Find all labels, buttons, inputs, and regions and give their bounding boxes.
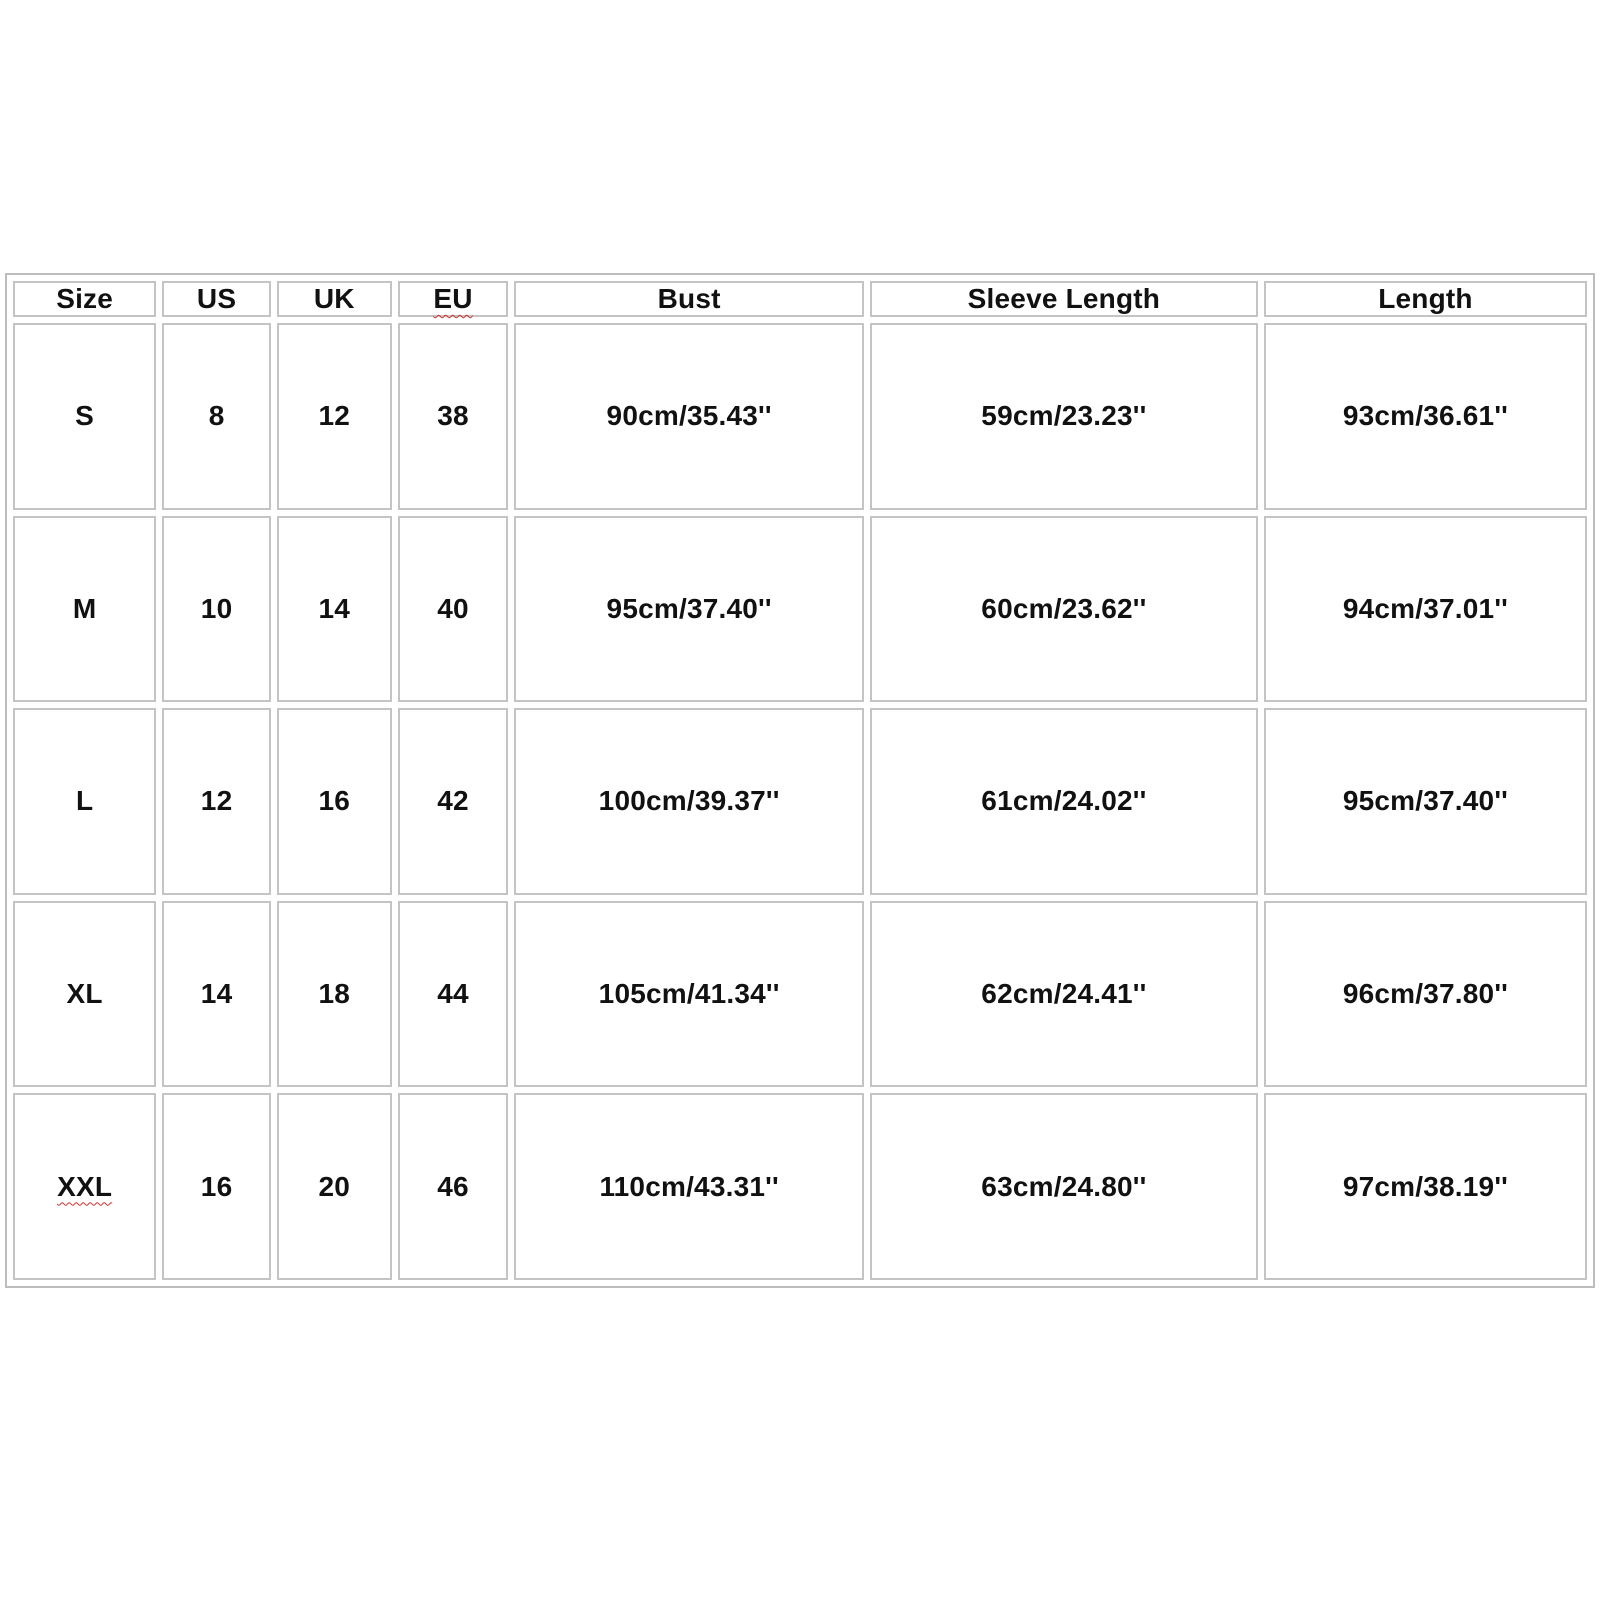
cell-length: 97cm/38.19'' xyxy=(1264,1093,1587,1280)
header-bust: Bust xyxy=(514,281,863,317)
size-chart xyxy=(5,273,1595,1288)
cell-sleeve-length: 62cm/24.41'' xyxy=(870,901,1258,1088)
cell-uk: 14 xyxy=(277,516,392,703)
cell-us: 10 xyxy=(162,516,271,703)
cell-eu: 38 xyxy=(398,323,509,510)
cell-bust: 105cm/41.34'' xyxy=(514,901,863,1088)
cell-uk: 16 xyxy=(277,708,392,895)
cell-uk: 20 xyxy=(277,1093,392,1280)
cell-size: M xyxy=(13,516,156,703)
size-chart-table xyxy=(7,275,1593,1286)
header-us: US xyxy=(162,281,271,317)
table-row xyxy=(13,323,1587,510)
cell-size: XL xyxy=(13,901,156,1088)
header-uk: UK xyxy=(277,281,392,317)
cell-bust: 110cm/43.31'' xyxy=(514,1093,863,1280)
cell-bust: 90cm/35.43'' xyxy=(514,323,863,510)
cell-length: 96cm/37.80'' xyxy=(1264,901,1587,1088)
cell-bust: 100cm/39.37'' xyxy=(514,708,863,895)
cell-us: 12 xyxy=(162,708,271,895)
table-row xyxy=(13,1093,1587,1280)
cell-length: 93cm/36.61'' xyxy=(1264,323,1587,510)
cell-size-label: XXL xyxy=(57,1170,113,1202)
header-row xyxy=(13,281,1587,317)
cell-sleeve-length: 59cm/23.23'' xyxy=(870,323,1258,510)
cell-eu: 42 xyxy=(398,708,509,895)
cell-length: 95cm/37.40'' xyxy=(1264,708,1587,895)
cell-sleeve-length: 61cm/24.02'' xyxy=(870,708,1258,895)
header-length: Length xyxy=(1264,281,1587,317)
cell-eu: 44 xyxy=(398,901,509,1088)
cell-eu: 46 xyxy=(398,1093,509,1280)
cell-size: S xyxy=(13,323,156,510)
table-row xyxy=(13,901,1587,1088)
header-eu-label: EU xyxy=(433,283,473,314)
cell-us: 14 xyxy=(162,901,271,1088)
header-eu xyxy=(398,281,509,317)
cell-sleeve-length: 60cm/23.62'' xyxy=(870,516,1258,703)
table-row xyxy=(13,708,1587,895)
table-row xyxy=(13,516,1587,703)
cell-uk: 18 xyxy=(277,901,392,1088)
cell-eu: 40 xyxy=(398,516,509,703)
header-size: Size xyxy=(13,281,156,317)
cell-us: 16 xyxy=(162,1093,271,1280)
cell-bust: 95cm/37.40'' xyxy=(514,516,863,703)
cell-us: 8 xyxy=(162,323,271,510)
cell-size xyxy=(13,1093,156,1280)
cell-length: 94cm/37.01'' xyxy=(1264,516,1587,703)
cell-size: L xyxy=(13,708,156,895)
header-sleeve-length: Sleeve Length xyxy=(870,281,1258,317)
cell-sleeve-length: 63cm/24.80'' xyxy=(870,1093,1258,1280)
cell-uk: 12 xyxy=(277,323,392,510)
